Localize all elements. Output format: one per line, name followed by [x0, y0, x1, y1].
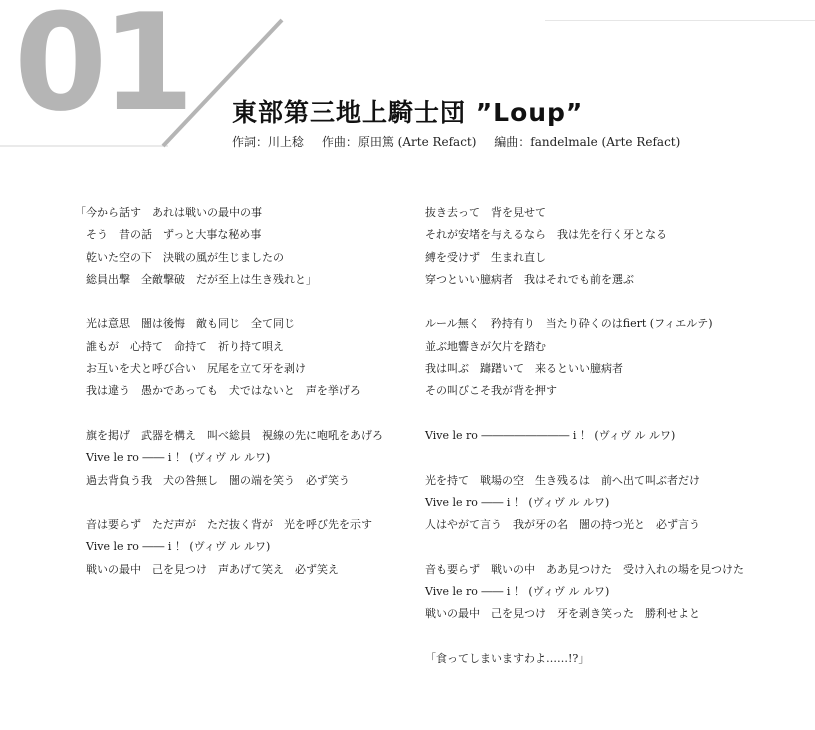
- stanza-gap: [425, 626, 744, 648]
- lyric-line: 抜き去って 背を見せて: [425, 206, 546, 219]
- lyric-line: 音も要らず 戦いの中 ああ見つけた 受け入れの場を見つけた: [425, 562, 744, 576]
- lyric-stanza: [75, 425, 383, 492]
- lyric-stanza: [75, 202, 383, 291]
- lyrics-column-right: [425, 202, 744, 670]
- lyric-stanza: [425, 559, 744, 626]
- lyric-line: Vive le ro ―― i ！ (ヴィヴ ル ルワ): [75, 540, 271, 554]
- lyric-stanza: [425, 648, 744, 670]
- lyric-line: 誰もが 心持て 命持て 祈り持て唄え: [75, 339, 284, 353]
- lyric-line: お互いを犬と呼び合い 尻尾を立て牙を剥け: [75, 362, 306, 376]
- lyric-line: Vive le ro ―― i ！ (ヴィヴ ル ルワ): [425, 495, 610, 509]
- lyric-stanza: [75, 514, 383, 581]
- lyric-line: 人はやがて言う 我が牙の名 闇の持つ光と 必ず言う: [425, 518, 700, 532]
- stanza-gap: [425, 447, 744, 469]
- lyric-stanza: [425, 425, 744, 447]
- stanza-gap: [425, 291, 744, 313]
- lyric-line: 過去背負う我 犬の咎無し 闇の端を笑う 必ず笑う: [75, 473, 350, 487]
- lyric-line: そう 昔の話 ずっと大事な秘め事: [75, 228, 262, 242]
- lyric-line: 乾いた空の下 決戦の風が生じましたの: [75, 250, 284, 264]
- lyric-line: 「今から話す あれは戦いの最中の事: [75, 206, 262, 219]
- lyric-line: それが安堵を与えるなら 我は先を行く牙となる: [425, 228, 667, 242]
- lyrics-column-left: [75, 202, 383, 581]
- composer-credit: 作曲：原田篤 (Arte Refact): [321, 135, 477, 149]
- lyric-line: 戦いの最中 己を見つけ 牙を剥き笑った 勝利せよと: [425, 607, 700, 621]
- lyric-line: 穿つといい臆病者 我はそれでも前を選ぶ: [425, 272, 634, 286]
- song-title: 東部第三地上騎士団 ”Loup”: [232, 98, 584, 127]
- stanza-gap: [75, 403, 383, 425]
- lyric-stanza: [75, 313, 383, 402]
- stanza-gap: [425, 536, 744, 558]
- lyric-line: 我は叫ぶ 躊躇いて 来るといい臆病者: [425, 362, 623, 376]
- lyric-line: Vive le ro ―― i ！ (ヴィヴ ル ルワ): [75, 451, 271, 465]
- lyric-line: その叫びこそ我が背を押す: [425, 384, 557, 398]
- lyric-line: 光は意思 闇は後悔 敵も同じ 全て同じ: [75, 317, 295, 331]
- lyric-stanza: [425, 470, 744, 537]
- lyric-line: 縛を受けず 生まれ直し: [425, 250, 546, 264]
- lyric-line: 「食ってしまいますわよ……!?」: [425, 651, 590, 665]
- stanza-gap: [75, 492, 383, 514]
- lyric-line: 我は違う 愚かであっても 犬ではないと 声を挙げろ: [75, 384, 361, 398]
- credits: [232, 133, 694, 150]
- lyric-line: Vive le ro ―――――――― i ！ (ヴィヴ ル ルワ): [425, 428, 676, 442]
- lyric-line: 光を持て 戦場の空 生き残るは 前へ出て叫ぶ者だけ: [425, 473, 700, 487]
- lyric-line: 戦いの最中 己を見つけ 声あげて笑え 必ず笑え: [75, 562, 339, 576]
- lyric-stanza: [425, 202, 744, 291]
- lyric-line: ルール無く 矜持有り 当たり砕くのはfiert (フィエルテ): [425, 317, 713, 331]
- stanza-gap: [425, 403, 744, 425]
- lyric-line: 旗を掲げ 武器を構え 叫べ総員 視線の先に咆吼をあげろ: [75, 428, 383, 442]
- track-number: 01: [14, 0, 189, 141]
- lyric-stanza: [425, 313, 744, 402]
- lyricist-credit: 作詞：川上稔: [232, 135, 305, 149]
- stanza-gap: [75, 291, 383, 313]
- lyric-line: 総員出撃 全敵撃破 だが至上は生き残れと」: [75, 272, 317, 286]
- arranger-credit: 編曲：fandelmale (Arte Refact): [494, 135, 681, 149]
- lyric-line: Vive le ro ―― i ！ (ヴィヴ ル ルワ): [425, 585, 610, 599]
- lyric-line: 並ぶ地響きが欠片を踏む: [425, 339, 546, 353]
- lyric-line: 音は要らず ただ声が ただ抜く背が 光を呼び先を示す: [75, 518, 372, 532]
